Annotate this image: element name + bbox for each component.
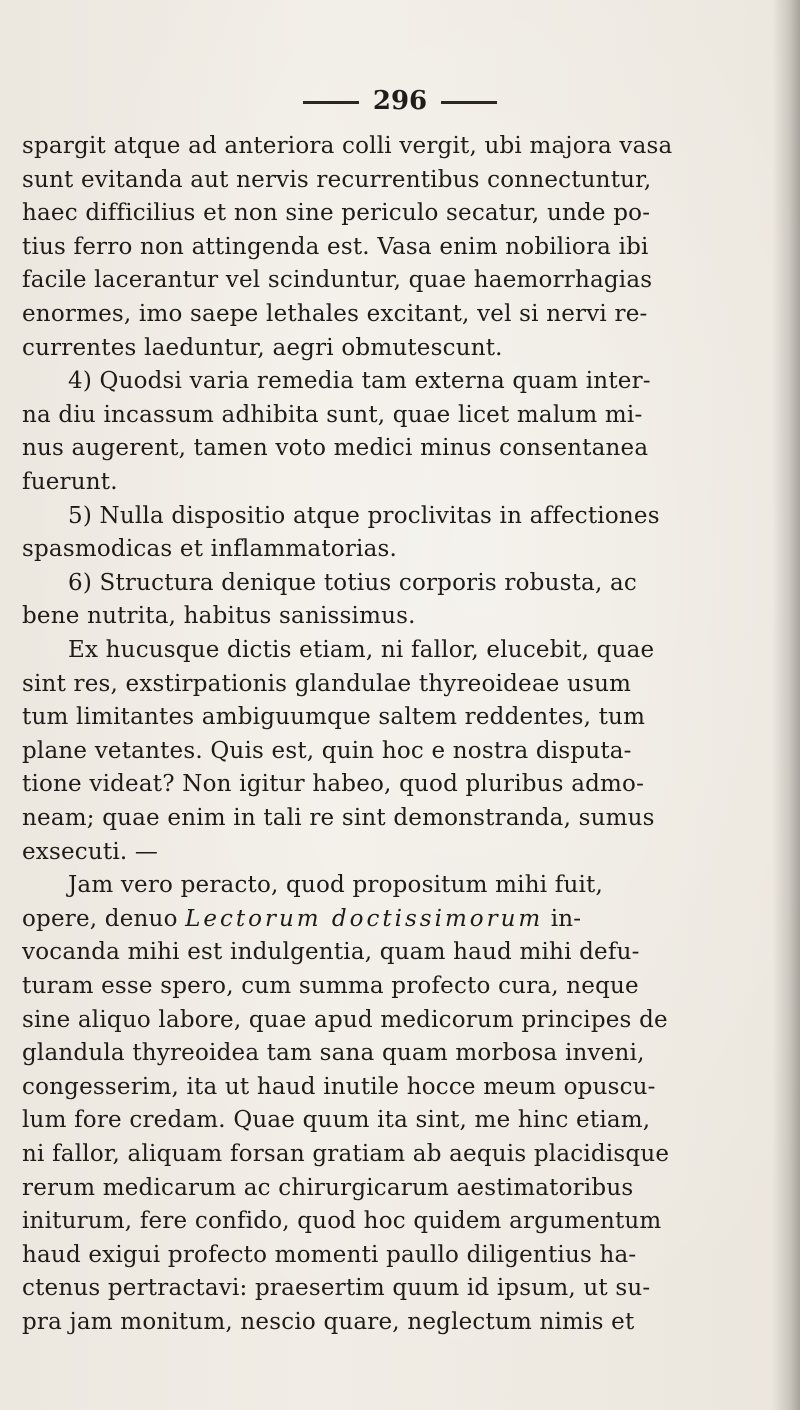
text-line: sunt evitanda aut nervis recurrentibus connectuntur, xyxy=(22,166,652,193)
text-line: Jam vero peracto, quod propositum mihi fuit, xyxy=(68,872,604,899)
text-line: turam esse spero, cum summa profecto cura, neque xyxy=(22,973,639,999)
text-line: tione videat? Non igitur habeo, quod pluribus admo- xyxy=(22,771,645,798)
text-line: lum fore credam. Quae quum ita sint, me hinc etiam, xyxy=(22,1107,651,1134)
text-line: neam; quae enim in tali re sint demonstranda, sumus xyxy=(22,805,655,831)
page-number-text: 296 xyxy=(372,86,428,116)
text-line: nus augerent, tamen voto medici minus consentanea xyxy=(22,435,649,462)
text-line: 5) Nulla dispositio atque proclivitas in affectiones xyxy=(68,502,660,529)
text-line: ni fallor, aliquam forsan gratiam ab aequis placidisque xyxy=(22,1141,670,1167)
text-line: bene nutrita, habitus sanissimus. xyxy=(22,603,416,630)
text-line: ctenus pertractavi: praesertim quum id ipsum, ut su- xyxy=(22,1275,651,1302)
text-line: spargit atque ad anteriora colli vergit, ubi majora vasa xyxy=(22,133,673,159)
page-number xyxy=(0,86,800,116)
text-line: vocanda mihi est indulgentia, quam haud mihi defu- xyxy=(22,939,640,966)
text-line: exsecuti. — xyxy=(22,838,159,865)
text-line: glandula thyreoidea tam sana quam morbosa inveni, xyxy=(22,1040,645,1067)
text-line: na diu incassum adhibita sunt, quae licet malum mi- xyxy=(22,401,643,428)
text-line: facile lacerantur vel scinduntur, quae haemorrhagias xyxy=(22,267,653,294)
text-line: sint res, exstirpationis glandulae thyreoideae usum xyxy=(22,670,632,697)
text-line: enormes, imo saepe lethales excitant, vel si nervi re- xyxy=(22,301,648,327)
text-segment: in- xyxy=(550,905,582,932)
text-line: rerum medicarum ac chirurgicarum aestimatoribus xyxy=(22,1174,634,1201)
text-line: sine aliquo labore, quae apud medicorum principes de xyxy=(22,1006,668,1033)
page-number-right-rule xyxy=(441,101,497,104)
text-line: pra jam monitum, nescio quare, neglectum nimis et xyxy=(22,1309,635,1335)
spaced-emphasis: Lectorum doctissimorum xyxy=(185,905,544,932)
text-line: haud exigui profecto momenti paullo diligentius ha- xyxy=(22,1241,637,1268)
text-line: congesserim, ita ut haud inutile hocce meum opuscu- xyxy=(22,1073,656,1100)
text-line: tum limitantes ambiguumque saltem reddentes, tum xyxy=(22,704,646,731)
text-line: plane vetantes. Quis est, quin hoc e nostra disputa- xyxy=(22,737,632,764)
text-line: fuerunt. xyxy=(22,469,118,495)
page-edge-shadow xyxy=(772,0,800,1410)
text-line: currentes laeduntur, aegri obmutescunt. xyxy=(22,334,503,361)
text-line: spasmodicas et inflammatorias. xyxy=(22,536,397,563)
text-line: 6) Structura denique totius corporis robusta, ac xyxy=(68,569,637,596)
text-line: Ex hucusque dictis etiam, ni fallor, elucebit, quae xyxy=(68,637,655,663)
text-line: initurum, fere confido, quod hoc quidem argumentum xyxy=(22,1208,662,1235)
text-line xyxy=(22,901,581,937)
text-line: tius ferro non attingenda est. Vasa enim nobiliora ibi xyxy=(22,233,649,260)
text-line: haec difficilius et non sine periculo secatur, unde po- xyxy=(22,200,651,227)
text-line: 4) Quodsi varia remedia tam externa quam inter- xyxy=(68,368,651,395)
text-segment: opere, denuo xyxy=(22,905,178,932)
page-number-left-rule xyxy=(303,101,359,104)
